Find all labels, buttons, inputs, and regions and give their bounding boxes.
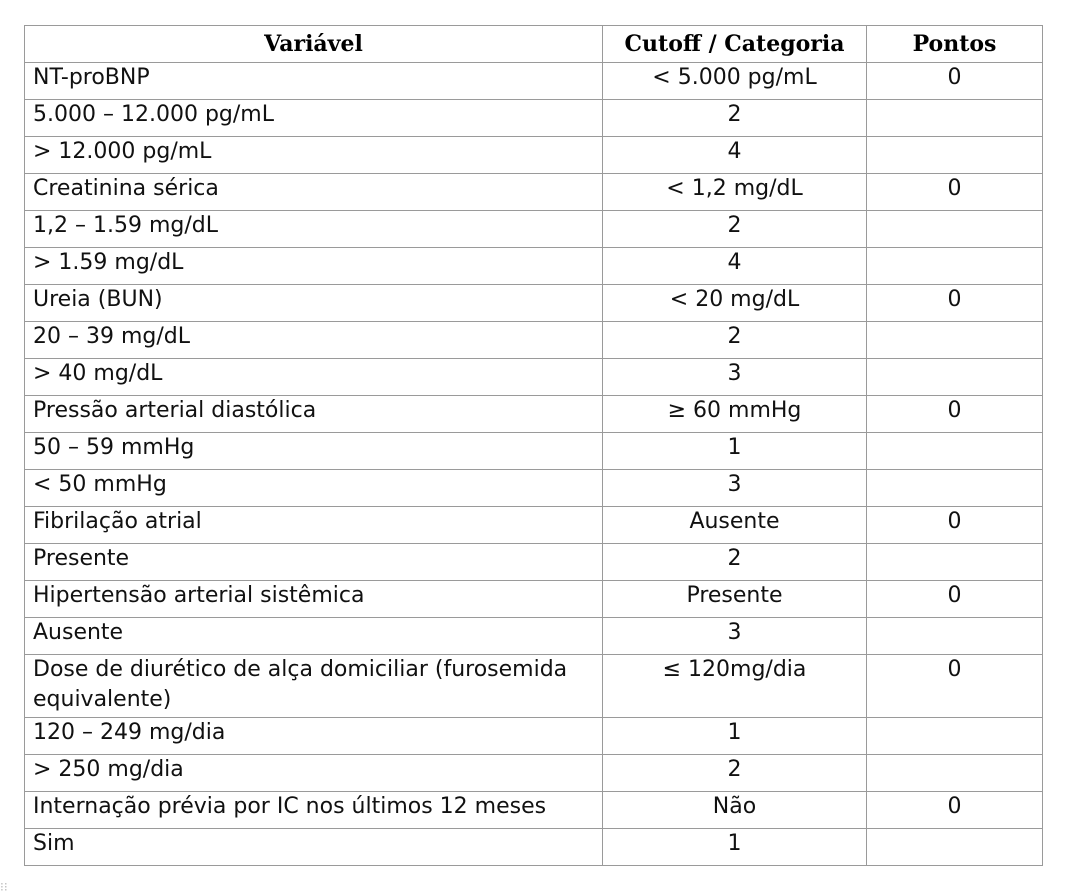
- cell-cutoff: 4: [603, 137, 867, 174]
- cell-pontos: 0: [867, 396, 1043, 433]
- cell-cutoff: 1: [603, 433, 867, 470]
- cell-pontos: [867, 137, 1043, 174]
- cell-variavel: > 40 mg/dL: [25, 359, 603, 396]
- cell-pontos: [867, 359, 1043, 396]
- cell-variavel: Hipertensão arterial sistêmica: [25, 581, 603, 618]
- cell-variavel: Ausente: [25, 618, 603, 655]
- table-row: [25, 174, 1043, 211]
- cell-variavel: < 50 mmHg: [25, 470, 603, 507]
- cell-pontos: [867, 433, 1043, 470]
- cell-pontos: [867, 322, 1043, 359]
- cell-cutoff: 4: [603, 248, 867, 285]
- cell-cutoff: Ausente: [603, 507, 867, 544]
- score-table: [24, 25, 1043, 866]
- cell-cutoff: < 20 mg/dL: [603, 285, 867, 322]
- cell-cutoff: Presente: [603, 581, 867, 618]
- cell-cutoff: Não: [603, 792, 867, 829]
- table-row: [25, 100, 1043, 137]
- table-row: [25, 470, 1043, 507]
- table-row: [25, 655, 1043, 718]
- cell-pontos: [867, 211, 1043, 248]
- cell-variavel: NT-proBNP: [25, 63, 603, 100]
- cell-variavel: Sim: [25, 829, 603, 866]
- cell-cutoff: < 5.000 pg/mL: [603, 63, 867, 100]
- cell-pontos: 0: [867, 655, 1043, 718]
- cell-variavel: Ureia (BUN): [25, 285, 603, 322]
- header-variavel: Variável: [25, 26, 603, 63]
- cell-variavel: Fibrilação atrial: [25, 507, 603, 544]
- cell-pontos: [867, 248, 1043, 285]
- cell-cutoff: 2: [603, 755, 867, 792]
- cell-variavel: 1,2 – 1.59 mg/dL: [25, 211, 603, 248]
- cell-pontos: 0: [867, 174, 1043, 211]
- cell-cutoff: 2: [603, 322, 867, 359]
- cell-variavel: Internação prévia por IC nos últimos 12 meses: [25, 792, 603, 829]
- table-row: [25, 618, 1043, 655]
- cell-variavel: Pressão arterial diastólica: [25, 396, 603, 433]
- cell-pontos: 0: [867, 507, 1043, 544]
- cell-pontos: [867, 100, 1043, 137]
- table-row: [25, 211, 1043, 248]
- table-row: [25, 359, 1043, 396]
- cell-pontos: 0: [867, 285, 1043, 322]
- table-row: [25, 581, 1043, 618]
- cell-pontos: 0: [867, 792, 1043, 829]
- table-row: [25, 396, 1043, 433]
- table-row: [25, 829, 1043, 866]
- cell-variavel: > 1.59 mg/dL: [25, 248, 603, 285]
- score-table-container: [24, 25, 1042, 866]
- cell-cutoff: ≥ 60 mmHg: [603, 396, 867, 433]
- cell-pontos: [867, 544, 1043, 581]
- cell-pontos: [867, 718, 1043, 755]
- table-row: [25, 718, 1043, 755]
- cell-cutoff: 2: [603, 211, 867, 248]
- cell-pontos: 0: [867, 63, 1043, 100]
- table-row: [25, 755, 1043, 792]
- table-row: [25, 137, 1043, 174]
- header-pontos: Pontos: [867, 26, 1043, 63]
- resize-handle-icon[interactable]: ⁝⁝: [0, 880, 8, 894]
- table-row: [25, 248, 1043, 285]
- cell-variavel: 20 – 39 mg/dL: [25, 322, 603, 359]
- cell-cutoff: 2: [603, 544, 867, 581]
- table-row: [25, 63, 1043, 100]
- cell-variavel: 5.000 – 12.000 pg/mL: [25, 100, 603, 137]
- cell-variavel: 50 – 59 mmHg: [25, 433, 603, 470]
- table-row: [25, 285, 1043, 322]
- cell-cutoff: 1: [603, 829, 867, 866]
- cell-cutoff: 3: [603, 470, 867, 507]
- cell-variavel: Presente: [25, 544, 603, 581]
- table-header-row: [25, 26, 1043, 63]
- cell-pontos: [867, 470, 1043, 507]
- cell-variavel: 120 – 249 mg/dia: [25, 718, 603, 755]
- table-body: [25, 63, 1043, 866]
- table-row: [25, 322, 1043, 359]
- cell-variavel: Creatinina sérica: [25, 174, 603, 211]
- cell-cutoff: 2: [603, 100, 867, 137]
- cell-cutoff: 1: [603, 718, 867, 755]
- cell-cutoff: ≤ 120mg/dia: [603, 655, 867, 718]
- cell-cutoff: 3: [603, 618, 867, 655]
- cell-cutoff: < 1,2 mg/dL: [603, 174, 867, 211]
- cell-pontos: [867, 829, 1043, 866]
- table-row: [25, 507, 1043, 544]
- table-row: [25, 792, 1043, 829]
- cell-pontos: [867, 618, 1043, 655]
- cell-variavel: > 250 mg/dia: [25, 755, 603, 792]
- cell-cutoff: 3: [603, 359, 867, 396]
- header-cutoff: Cutoff / Categoria: [603, 26, 867, 63]
- cell-variavel: > 12.000 pg/mL: [25, 137, 603, 174]
- table-row: [25, 433, 1043, 470]
- cell-pontos: 0: [867, 581, 1043, 618]
- table-row: [25, 544, 1043, 581]
- cell-variavel: Dose de diurético de alça domiciliar (furosemida equivalente): [25, 655, 603, 718]
- cell-pontos: [867, 755, 1043, 792]
